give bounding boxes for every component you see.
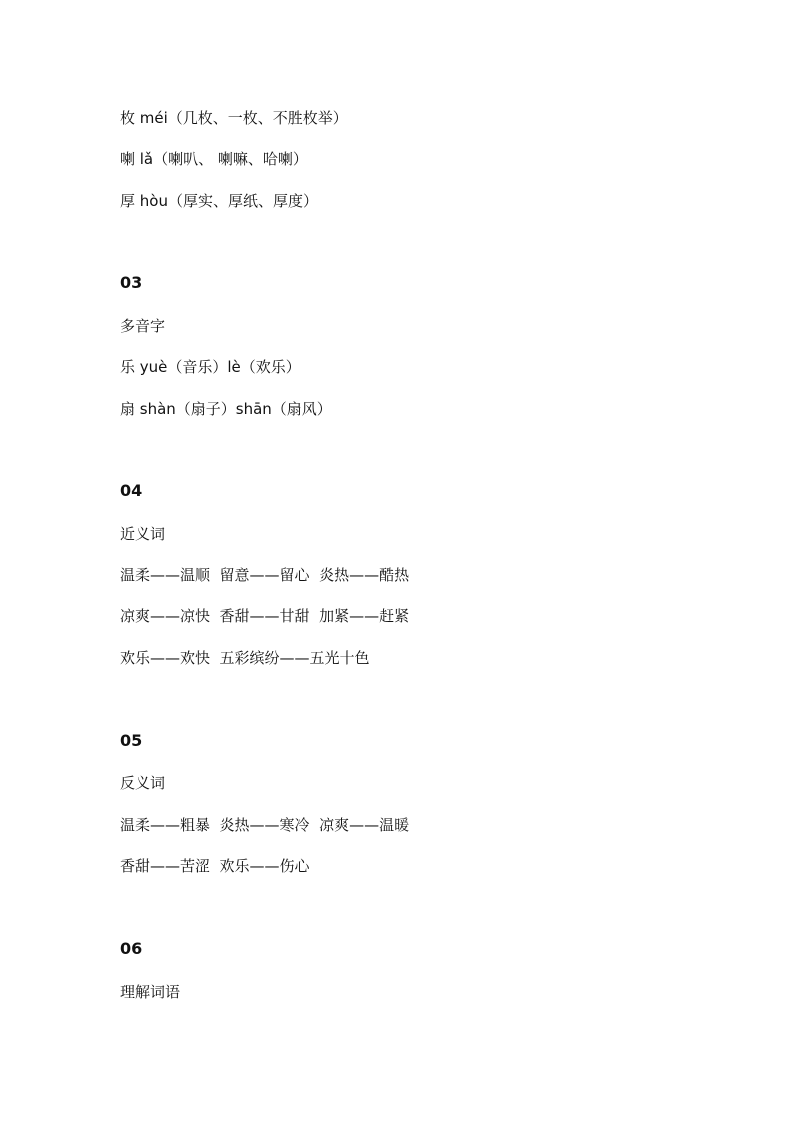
section-number-06: 06 (120, 939, 143, 958)
section-title-polyphones: 多音字 (120, 317, 166, 335)
synonym-row-1: 温柔——温顺 留意——留心 炎热——酷热 (120, 566, 410, 584)
section-number-05: 05 (120, 731, 143, 750)
section-title-word-comprehension: 理解词语 (120, 983, 181, 1001)
synonym-row-2: 凉爽——凉快 香甜——甘甜 加紧——赶紧 (120, 607, 410, 625)
section-number-04: 04 (120, 481, 143, 500)
synonym-row-3: 欢乐——欢快 五彩缤纷——五光十色 (120, 649, 370, 667)
word-entry-la: 喇 lǎ（喇叭、 喇嘛、哈喇） (120, 150, 308, 168)
polyphone-entry-le: 乐 yuè（音乐）lè（欢乐） (120, 358, 301, 376)
section-title-synonyms: 近义词 (120, 525, 166, 543)
word-entry-hou: 厚 hòu（厚实、厚纸、厚度） (120, 192, 318, 210)
antonym-row-2: 香甜——苦涩 欢乐——伤心 (120, 857, 310, 875)
antonym-row-1: 温柔——粗暴 炎热——寒冷 凉爽——温暖 (120, 816, 410, 834)
section-number-03: 03 (120, 273, 143, 292)
word-entry-mei: 枚 méi（几枚、一枚、不胜枚举） (120, 109, 348, 127)
section-title-antonyms: 反义词 (120, 774, 166, 792)
polyphone-entry-shan: 扇 shàn（扇子）shān（扇风） (120, 400, 332, 418)
